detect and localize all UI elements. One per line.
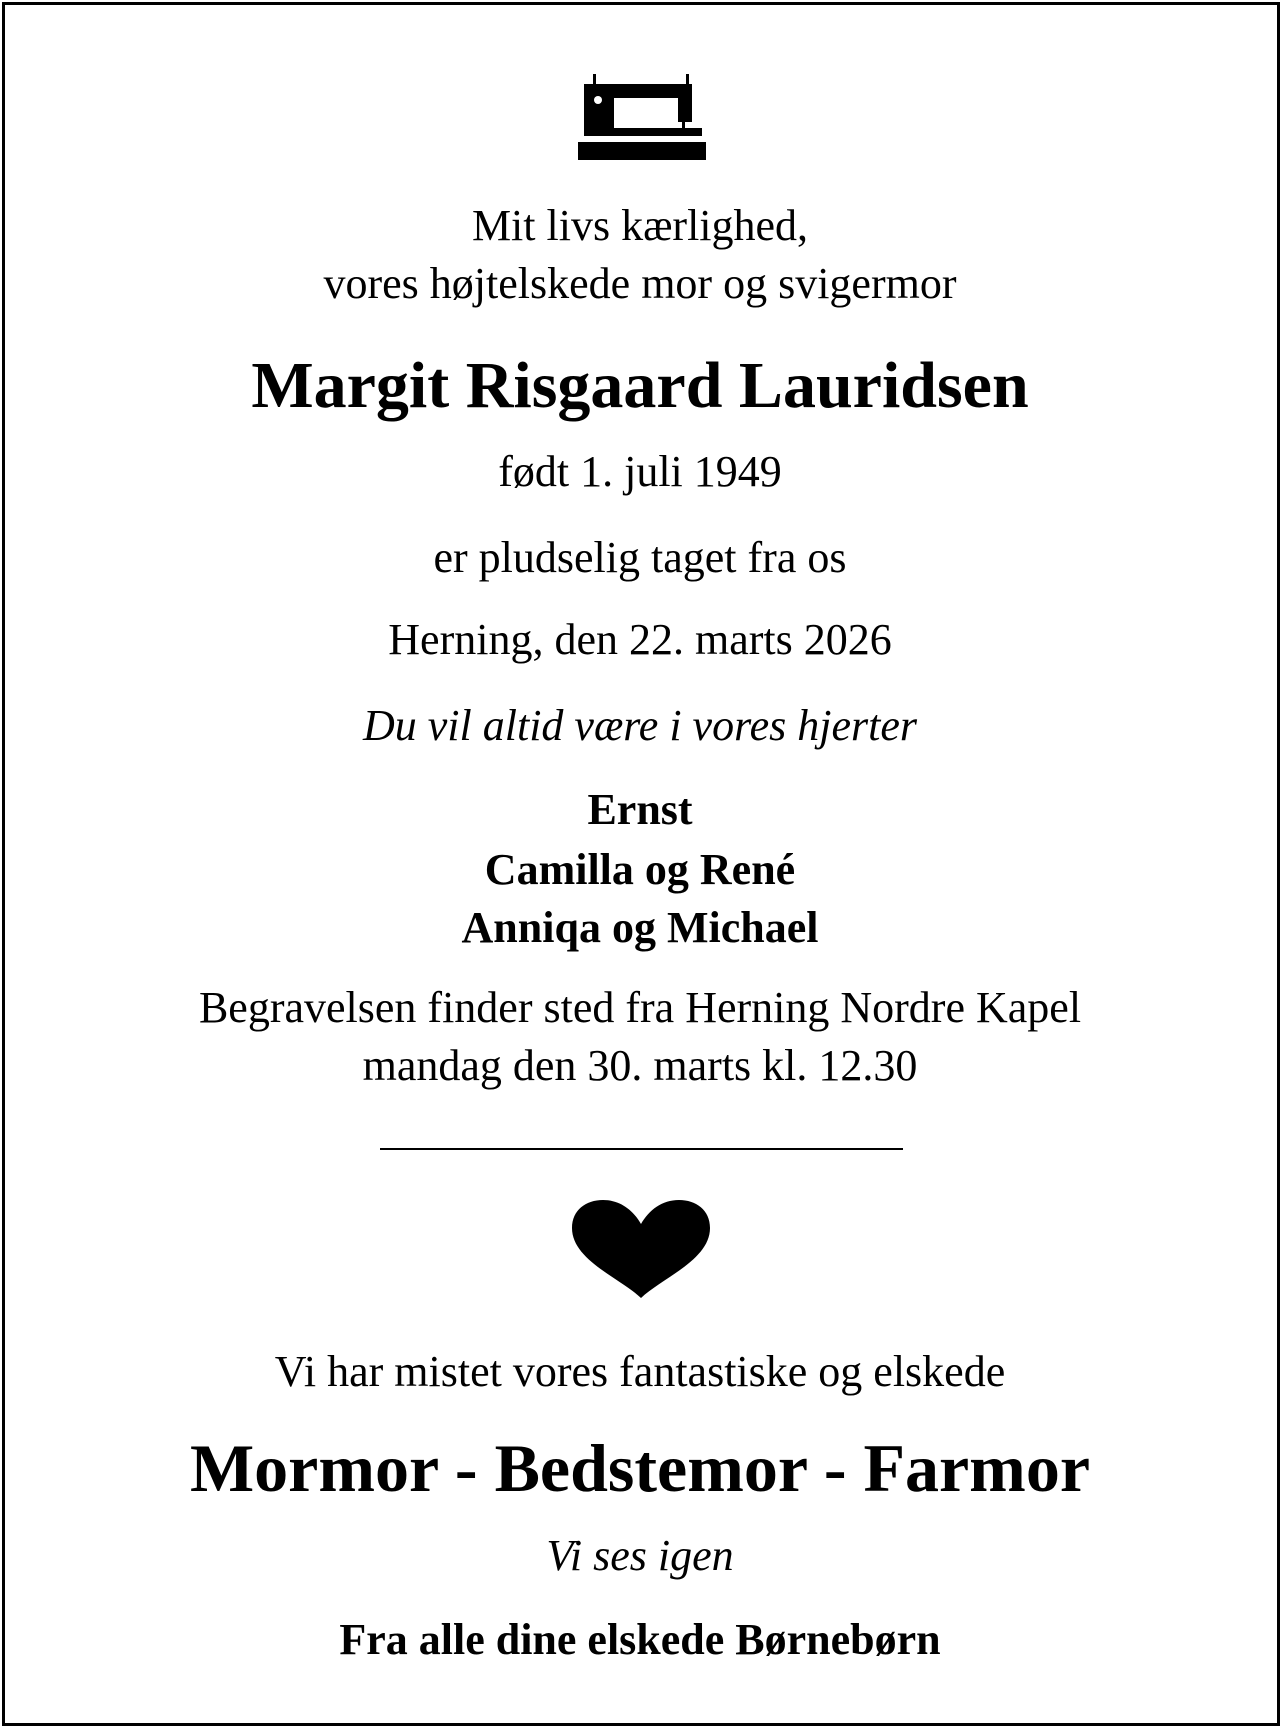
intro-line-2: vores højtelskede mor og svigermor (323, 259, 957, 308)
place-and-date: Herning, den 22. marts 2026 (388, 615, 892, 664)
separator-line (380, 1148, 903, 1150)
second-title: Mormor - Bedstemor - Farmor (189, 1430, 1091, 1506)
quote: Du vil altid være i vores hjerter (363, 701, 917, 750)
birth-date: født 1. juli 1949 (498, 447, 782, 496)
heart-icon (568, 1198, 714, 1300)
passing-text: er pludselig taget fra os (433, 533, 847, 582)
family-member: Anniqa og Michael (461, 903, 819, 952)
sewing-machine-icon (578, 72, 706, 160)
family-member: Ernst (587, 785, 693, 834)
second-quote: Vi ses igen (546, 1531, 734, 1580)
funeral-info-line-1: Begravelsen finder sted fra Herning Nordre Kapel (198, 983, 1082, 1032)
intro-line-1: Mit livs kærlighed, (471, 201, 809, 250)
second-signature: Fra alle dine elskede Børnebørn (339, 1615, 941, 1664)
second-intro: Vi har mistet vores fantastiske og elskede (274, 1347, 1006, 1396)
funeral-info-line-2: mandag den 30. marts kl. 12.30 (362, 1041, 918, 1090)
family-member: Camilla og René (484, 845, 796, 894)
deceased-name: Margit Risgaard Lauridsen (251, 349, 1029, 422)
